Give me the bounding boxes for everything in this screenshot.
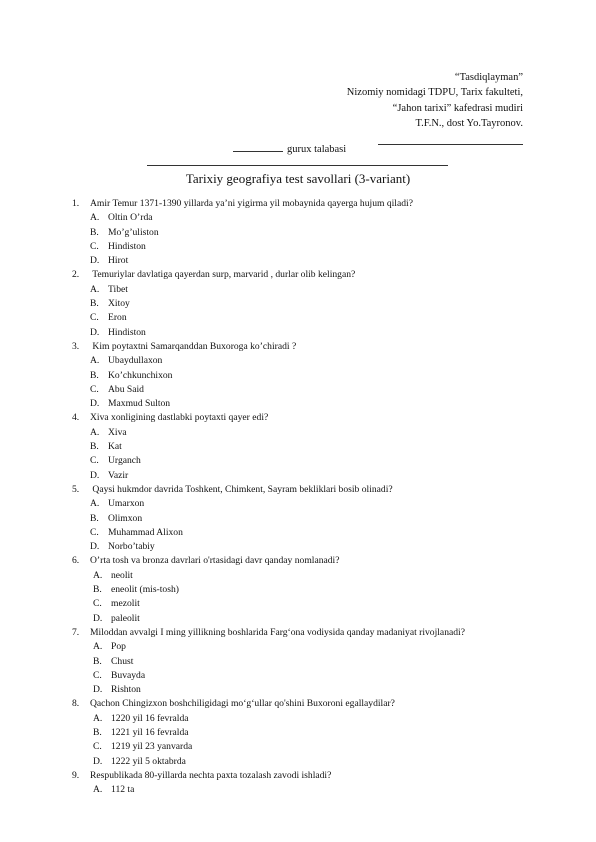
option-letter: B. xyxy=(90,512,99,524)
option-letter: C. xyxy=(90,383,99,395)
question-6 xyxy=(72,554,542,625)
option-letter: B. xyxy=(93,655,102,667)
option-letter: C. xyxy=(93,741,102,753)
answer-option xyxy=(72,612,542,626)
option-text: Ko’chkunchixon xyxy=(108,369,173,381)
question-text-line xyxy=(72,197,542,211)
option-text: Ubaydullaxon xyxy=(108,355,163,367)
question-text-line xyxy=(72,411,542,425)
question-number: 8. xyxy=(72,698,80,710)
question-number: 1. xyxy=(72,198,80,209)
option-letter: A. xyxy=(90,283,100,295)
option-letter: A. xyxy=(90,426,100,438)
answer-option xyxy=(72,640,542,654)
answer-option xyxy=(72,783,542,797)
option-letter: D. xyxy=(90,326,100,338)
option-letter: C. xyxy=(90,312,99,324)
answer-option xyxy=(72,297,542,311)
option-text: neolit xyxy=(111,569,133,581)
option-letter: B. xyxy=(90,226,99,238)
answer-option xyxy=(72,397,542,411)
answer-option xyxy=(72,712,542,726)
option-text: Oltin O’rda xyxy=(108,212,153,224)
answer-option xyxy=(72,669,542,683)
answer-option xyxy=(72,311,542,325)
option-letter: D. xyxy=(90,255,100,267)
question-3 xyxy=(72,340,542,411)
option-letter: B. xyxy=(90,441,99,453)
option-letter: D. xyxy=(90,398,100,410)
option-letter: C. xyxy=(93,598,102,610)
option-letter: B. xyxy=(90,369,99,381)
answer-option xyxy=(72,655,542,669)
option-text: paleolit xyxy=(111,612,140,624)
question-5 xyxy=(72,483,542,554)
approval-line-3: T.F.N., dost Yo.Tayronov. xyxy=(415,118,523,130)
option-text: Muhammad Alixon xyxy=(108,526,183,538)
option-text: Xitoy xyxy=(108,298,130,310)
question-number: 6. xyxy=(72,555,80,567)
question-text: Temuriylar davlatiga qayerdan surp, marvarid , durlar olib kelingan? xyxy=(90,269,356,281)
option-letter: A. xyxy=(90,498,100,510)
answer-option xyxy=(72,469,542,483)
option-letter: C. xyxy=(90,526,99,538)
answer-option xyxy=(72,326,542,340)
question-text: Qachon Chingizxon boshchiligidagi mo‘g‘ullar qo'shini Buxoroni egallaydilar? xyxy=(90,698,395,710)
student-name-line xyxy=(147,165,448,166)
answer-option xyxy=(72,211,542,225)
answer-option xyxy=(72,283,542,297)
option-letter: A. xyxy=(93,712,103,724)
option-text: Xiva xyxy=(108,426,127,438)
signature-line xyxy=(378,132,523,145)
answer-option xyxy=(72,540,542,554)
answer-option xyxy=(72,740,542,754)
option-letter: A. xyxy=(90,355,100,367)
option-text: 1221 yil 16 fevralda xyxy=(111,726,189,738)
question-number: 5. xyxy=(72,483,80,495)
answer-option xyxy=(72,383,542,397)
option-text: Abu Said xyxy=(108,383,144,395)
question-text-line xyxy=(72,769,542,783)
option-text: Urganch xyxy=(108,455,141,467)
question-1 xyxy=(72,197,542,268)
option-text: Norbo’tabiy xyxy=(108,541,155,553)
question-text-line xyxy=(72,268,542,282)
question-text: Amir Temur 1371-1390 yillarda ya’ni yigirma yil mobaynida qayerga hujum qiladi? xyxy=(90,198,413,209)
option-letter: A. xyxy=(93,569,103,581)
question-list xyxy=(72,197,542,797)
answer-option xyxy=(72,369,542,383)
option-text: Olimxon xyxy=(108,512,143,524)
option-text: 1220 yil 16 fevralda xyxy=(111,712,189,724)
question-number: 3. xyxy=(72,340,80,352)
option-letter: D. xyxy=(90,541,100,553)
option-letter: C. xyxy=(90,240,99,252)
option-text: Rishton xyxy=(111,684,141,696)
answer-option xyxy=(72,454,542,468)
option-letter: B. xyxy=(93,584,102,596)
option-letter: D. xyxy=(93,612,103,624)
answer-option xyxy=(72,512,542,526)
question-text: Respublikada 80-yillarda nechta paxta tozalash zavodi ishladi? xyxy=(90,769,332,781)
question-text-line xyxy=(72,626,542,640)
option-letter: B. xyxy=(90,298,99,310)
answer-option xyxy=(72,254,542,268)
question-text: O’rta tosh va bronza davrlari o'rtasidagi davr qanday nomlanadi? xyxy=(90,555,340,567)
approval-line-2: “Jahon tarixi” kafedrasi mudiri xyxy=(392,102,523,114)
option-letter: C. xyxy=(90,455,99,467)
option-letter: C. xyxy=(93,669,102,681)
group-label: gurux talabasi xyxy=(287,144,347,155)
approval-line-1: Nizomiy nomidagi TDPU, Tarix fakulteti, xyxy=(346,87,523,99)
option-letter: D. xyxy=(93,755,103,767)
question-8 xyxy=(72,697,542,768)
question-number: 4. xyxy=(72,412,80,424)
question-2 xyxy=(72,268,542,339)
group-blank xyxy=(233,141,283,152)
approval-title: “Tasdiqlayman” xyxy=(454,72,523,83)
answer-option xyxy=(72,755,542,769)
option-text: Umarxon xyxy=(108,498,145,510)
answer-option xyxy=(72,226,542,240)
question-text-line xyxy=(72,340,542,354)
option-text: Pop xyxy=(111,641,126,653)
answer-option xyxy=(72,354,542,368)
question-text-line xyxy=(72,697,542,711)
option-letter: A. xyxy=(93,784,103,796)
option-text: Vazir xyxy=(108,469,129,481)
answer-option xyxy=(72,683,542,697)
option-letter: A. xyxy=(93,641,103,653)
option-text: Eron xyxy=(108,312,127,324)
question-number: 2. xyxy=(72,269,80,281)
answer-option xyxy=(72,497,542,511)
option-letter: A. xyxy=(90,212,100,224)
answer-option xyxy=(72,597,542,611)
option-text: eneolit (mis-tosh) xyxy=(111,584,179,596)
option-text: Tibet xyxy=(108,283,128,295)
question-text: Kim poytaxtni Samarqanddan Buxoroga ko’chiradi ? xyxy=(90,340,297,352)
option-text: Hirot xyxy=(108,255,129,267)
question-text-line xyxy=(72,554,542,568)
option-letter: D. xyxy=(93,684,103,696)
question-text: Qaysi hukmdor davrida Toshkent, Chimkent, Sayram bekliklari bosib olinadi? xyxy=(90,483,393,495)
question-text: Xiva xonligining dastlabki poytaxti qayer edi? xyxy=(90,412,269,424)
approval-block xyxy=(347,70,523,150)
option-text: Chust xyxy=(111,655,134,667)
option-letter: B. xyxy=(93,726,102,738)
question-number: 9. xyxy=(72,769,80,781)
answer-option xyxy=(72,569,542,583)
option-text: Maxmud Sulton xyxy=(108,398,171,410)
question-7 xyxy=(72,626,542,697)
option-text: mezolit xyxy=(111,598,140,610)
answer-option xyxy=(72,240,542,254)
answer-option xyxy=(72,583,542,597)
answer-option xyxy=(72,426,542,440)
option-text: 1219 yil 23 yanvarda xyxy=(111,741,193,753)
option-text: Hindiston xyxy=(108,326,146,338)
answer-option xyxy=(72,440,542,454)
question-number: 7. xyxy=(72,626,80,638)
option-text: Hindiston xyxy=(108,240,146,252)
test-title: Tarixiy geografiya test savollari (3-variant) xyxy=(185,171,411,186)
question-9 xyxy=(72,769,542,798)
option-text: 112 ta xyxy=(111,784,135,796)
option-text: 1222 yil 5 oktabrda xyxy=(111,755,186,767)
question-text: Miloddan avvalgi I ming yillikning boshlarida Farg‘ona vodiysida qanday madaniyat rivojlanadi? xyxy=(90,626,465,638)
option-text: Buvayda xyxy=(111,669,146,681)
question-text-line xyxy=(72,483,542,497)
answer-option xyxy=(72,526,542,540)
option-text: Kat xyxy=(108,441,122,453)
question-4 xyxy=(72,411,542,482)
option-text: Mo’g’uliston xyxy=(108,226,159,238)
answer-option xyxy=(72,726,542,740)
option-letter: D. xyxy=(90,469,100,481)
group-student-line xyxy=(233,141,346,155)
